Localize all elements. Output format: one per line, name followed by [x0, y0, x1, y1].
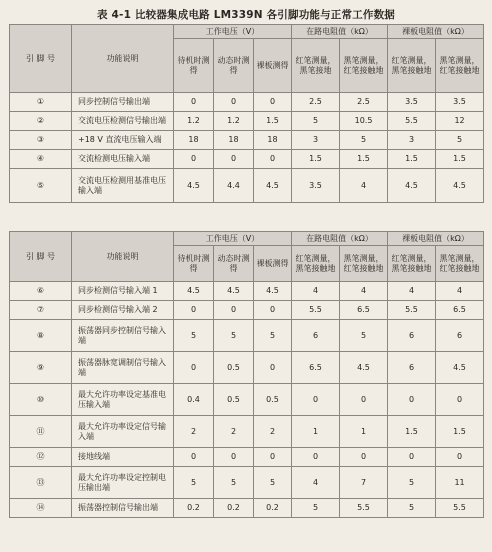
pin-cell: ⑦	[10, 301, 72, 320]
bare-black-cell: 11	[436, 467, 484, 499]
bare-voltage-cell: 4.5	[254, 169, 292, 203]
table-row	[10, 150, 484, 169]
pin-cell: ⑭	[10, 499, 72, 518]
header-dynamic: 动态时测得	[214, 246, 254, 282]
bare-black-cell: 4.5	[436, 169, 484, 203]
function-cell: +18 V 直流电压输入端	[72, 131, 174, 150]
standby-voltage-cell: 0.2	[174, 499, 214, 518]
table-row	[10, 93, 484, 112]
circuit-red-cell: 0	[292, 384, 340, 416]
header-circuit-red: 红笔测量，黑笔接地	[292, 39, 340, 93]
dynamic-voltage-cell: 0.5	[214, 384, 254, 416]
circuit-red-cell: 5	[292, 499, 340, 518]
bare-red-cell: 1.5	[388, 150, 436, 169]
function-cell: 振荡器控制信号输出端	[72, 499, 174, 518]
header-bare-resistance: 裸板电阻值（kΩ）	[388, 232, 484, 246]
circuit-red-cell: 0	[292, 448, 340, 467]
function-cell: 最大允许功率设定基准电压输入端	[72, 384, 174, 416]
bare-voltage-cell: 0	[254, 301, 292, 320]
bare-red-cell: 0	[388, 384, 436, 416]
standby-voltage-cell: 2	[174, 416, 214, 448]
pin-data-table-2	[9, 231, 484, 518]
header-bare-resistance: 裸板电阻值（kΩ）	[388, 25, 484, 39]
bare-red-cell: 1.5	[388, 416, 436, 448]
function-cell: 交流检测电压输入端	[72, 150, 174, 169]
function-cell: 交流电压检测信号输出端	[72, 112, 174, 131]
dynamic-voltage-cell: 4.4	[214, 169, 254, 203]
bare-voltage-cell: 0.5	[254, 384, 292, 416]
bare-voltage-cell: 1.5	[254, 112, 292, 131]
table-row	[10, 320, 484, 352]
circuit-black-cell: 4.5	[340, 352, 388, 384]
function-cell: 最大允许功率设定信号输入端	[72, 416, 174, 448]
circuit-black-cell: 10.5	[340, 112, 388, 131]
dynamic-voltage-cell: 0	[214, 93, 254, 112]
table-row	[10, 467, 484, 499]
circuit-red-cell: 5.5	[292, 301, 340, 320]
circuit-black-cell: 7	[340, 467, 388, 499]
pin-cell: ⑫	[10, 448, 72, 467]
bare-black-cell: 4	[436, 282, 484, 301]
function-cell: 接地线端	[72, 448, 174, 467]
standby-voltage-cell: 1.2	[174, 112, 214, 131]
bare-voltage-cell: 18	[254, 131, 292, 150]
standby-voltage-cell: 4.5	[174, 282, 214, 301]
pin-cell: ⑪	[10, 416, 72, 448]
bare-voltage-cell: 0	[254, 93, 292, 112]
header-dynamic: 动态时测得	[214, 39, 254, 93]
dynamic-voltage-cell: 0.5	[214, 352, 254, 384]
bare-red-cell: 5.5	[388, 301, 436, 320]
circuit-red-cell: 4	[292, 282, 340, 301]
bare-black-cell: 1.5	[436, 150, 484, 169]
dynamic-voltage-cell: 2	[214, 416, 254, 448]
header-pin: 引 脚 号	[10, 25, 72, 93]
header-circuit-resistance: 在路电阻值（kΩ）	[292, 25, 388, 39]
circuit-black-cell: 0	[340, 384, 388, 416]
bare-voltage-cell: 0.2	[254, 499, 292, 518]
function-cell: 振荡器脉宽调制信号输入端	[72, 352, 174, 384]
table-row	[10, 416, 484, 448]
header-voltage: 工作电压（V）	[174, 232, 292, 246]
pin-cell: ⑨	[10, 352, 72, 384]
header-bare-voltage: 裸板测得	[254, 246, 292, 282]
header-bare-black: 黑笔测量，红笔接触地	[436, 39, 484, 93]
circuit-black-cell: 0	[340, 448, 388, 467]
circuit-red-cell: 6.5	[292, 352, 340, 384]
bare-black-cell: 6	[436, 320, 484, 352]
table-row	[10, 131, 484, 150]
circuit-red-cell: 4	[292, 467, 340, 499]
function-cell: 同步控制信号输出端	[72, 93, 174, 112]
circuit-red-cell: 1.5	[292, 150, 340, 169]
table-row	[10, 384, 484, 416]
dynamic-voltage-cell: 1.2	[214, 112, 254, 131]
header-voltage: 工作电压（V）	[174, 25, 292, 39]
header-circuit-red: 红笔测量，黑笔接触地	[292, 246, 340, 282]
table-row	[10, 499, 484, 518]
pin-data-table-1	[9, 24, 484, 203]
header-circuit-black: 黑笔测量，红笔接触地	[340, 39, 388, 93]
header-circuit-resistance: 在路电阻值（kΩ）	[292, 232, 388, 246]
standby-voltage-cell: 0	[174, 301, 214, 320]
function-cell: 同步检测信号输入端 2	[72, 301, 174, 320]
pin-cell: ④	[10, 150, 72, 169]
table-row	[10, 301, 484, 320]
header-bare-red: 红笔测量，黑笔接触地	[388, 246, 436, 282]
bare-red-cell: 5	[388, 499, 436, 518]
bare-voltage-cell: 0	[254, 448, 292, 467]
function-cell: 振荡器同步控制信号输入端	[72, 320, 174, 352]
bare-red-cell: 5	[388, 467, 436, 499]
dynamic-voltage-cell: 0	[214, 448, 254, 467]
pin-cell: ⑤	[10, 169, 72, 203]
table-row	[10, 282, 484, 301]
bare-red-cell: 0	[388, 448, 436, 467]
function-cell: 交流电压检测用基准电压输入端	[72, 169, 174, 203]
header-bare-black: 黑笔测量，红笔接触地	[436, 246, 484, 282]
dynamic-voltage-cell: 5	[214, 467, 254, 499]
circuit-red-cell: 3	[292, 131, 340, 150]
bare-black-cell: 4.5	[436, 352, 484, 384]
circuit-black-cell: 4	[340, 282, 388, 301]
bare-red-cell: 4.5	[388, 169, 436, 203]
circuit-black-cell: 2.5	[340, 93, 388, 112]
bare-red-cell: 4	[388, 282, 436, 301]
circuit-black-cell: 5.5	[340, 499, 388, 518]
header-standby: 待机时测得	[174, 39, 214, 93]
bare-black-cell: 5	[436, 131, 484, 150]
bare-voltage-cell: 0	[254, 352, 292, 384]
circuit-black-cell: 5	[340, 131, 388, 150]
table-row	[10, 112, 484, 131]
dynamic-voltage-cell: 18	[214, 131, 254, 150]
dynamic-voltage-cell: 4.5	[214, 282, 254, 301]
bare-black-cell: 5.5	[436, 499, 484, 518]
standby-voltage-cell: 5	[174, 320, 214, 352]
standby-voltage-cell: 5	[174, 467, 214, 499]
circuit-black-cell: 5	[340, 320, 388, 352]
bare-black-cell: 0	[436, 384, 484, 416]
pin-cell: ③	[10, 131, 72, 150]
circuit-red-cell: 3.5	[292, 169, 340, 203]
standby-voltage-cell: 4.5	[174, 169, 214, 203]
standby-voltage-cell: 0	[174, 93, 214, 112]
standby-voltage-cell: 0	[174, 448, 214, 467]
header-standby: 待机时测得	[174, 246, 214, 282]
circuit-black-cell: 6.5	[340, 301, 388, 320]
header-bare-red: 红笔测量，黑笔接触地	[388, 39, 436, 93]
bare-voltage-cell: 5	[254, 467, 292, 499]
table-row	[10, 352, 484, 384]
circuit-red-cell: 5	[292, 112, 340, 131]
pin-cell: ⑩	[10, 384, 72, 416]
header-pin: 引 脚 号	[10, 232, 72, 282]
header-circuit-black: 黑笔测量，红笔接触地	[340, 246, 388, 282]
table-row	[10, 169, 484, 203]
bare-black-cell: 0	[436, 448, 484, 467]
function-cell: 最大允许功率设定控制电压输出端	[72, 467, 174, 499]
bare-red-cell: 3	[388, 131, 436, 150]
function-cell: 同步检测信号输入端 1	[72, 282, 174, 301]
circuit-red-cell: 6	[292, 320, 340, 352]
pin-cell: ⑬	[10, 467, 72, 499]
dynamic-voltage-cell: 5	[214, 320, 254, 352]
circuit-black-cell: 4	[340, 169, 388, 203]
pin-cell: ②	[10, 112, 72, 131]
bare-red-cell: 3.5	[388, 93, 436, 112]
dynamic-voltage-cell: 0	[214, 301, 254, 320]
bare-red-cell: 6	[388, 352, 436, 384]
circuit-red-cell: 1	[292, 416, 340, 448]
dynamic-voltage-cell: 0	[214, 150, 254, 169]
table-caption: 表 4-1 比较器集成电路 LM339N 各引脚功能与正常工作数据	[96, 9, 396, 21]
circuit-black-cell: 1	[340, 416, 388, 448]
table-row	[10, 448, 484, 467]
standby-voltage-cell: 0	[174, 352, 214, 384]
circuit-black-cell: 1.5	[340, 150, 388, 169]
pin-cell: ⑧	[10, 320, 72, 352]
bare-voltage-cell: 0	[254, 150, 292, 169]
header-bare-voltage: 裸板测得	[254, 39, 292, 93]
standby-voltage-cell: 18	[174, 131, 214, 150]
bare-black-cell: 3.5	[436, 93, 484, 112]
pin-cell: ①	[10, 93, 72, 112]
bare-black-cell: 1.5	[436, 416, 484, 448]
bare-voltage-cell: 2	[254, 416, 292, 448]
bare-black-cell: 6.5	[436, 301, 484, 320]
bare-red-cell: 5.5	[388, 112, 436, 131]
bare-red-cell: 6	[388, 320, 436, 352]
pin-cell: ⑥	[10, 282, 72, 301]
bare-voltage-cell: 4.5	[254, 282, 292, 301]
bare-voltage-cell: 5	[254, 320, 292, 352]
header-function: 功能说明	[72, 232, 174, 282]
dynamic-voltage-cell: 0.2	[214, 499, 254, 518]
standby-voltage-cell: 0	[174, 150, 214, 169]
standby-voltage-cell: 0.4	[174, 384, 214, 416]
bare-black-cell: 12	[436, 112, 484, 131]
header-function: 功能说明	[72, 25, 174, 93]
circuit-red-cell: 2.5	[292, 93, 340, 112]
